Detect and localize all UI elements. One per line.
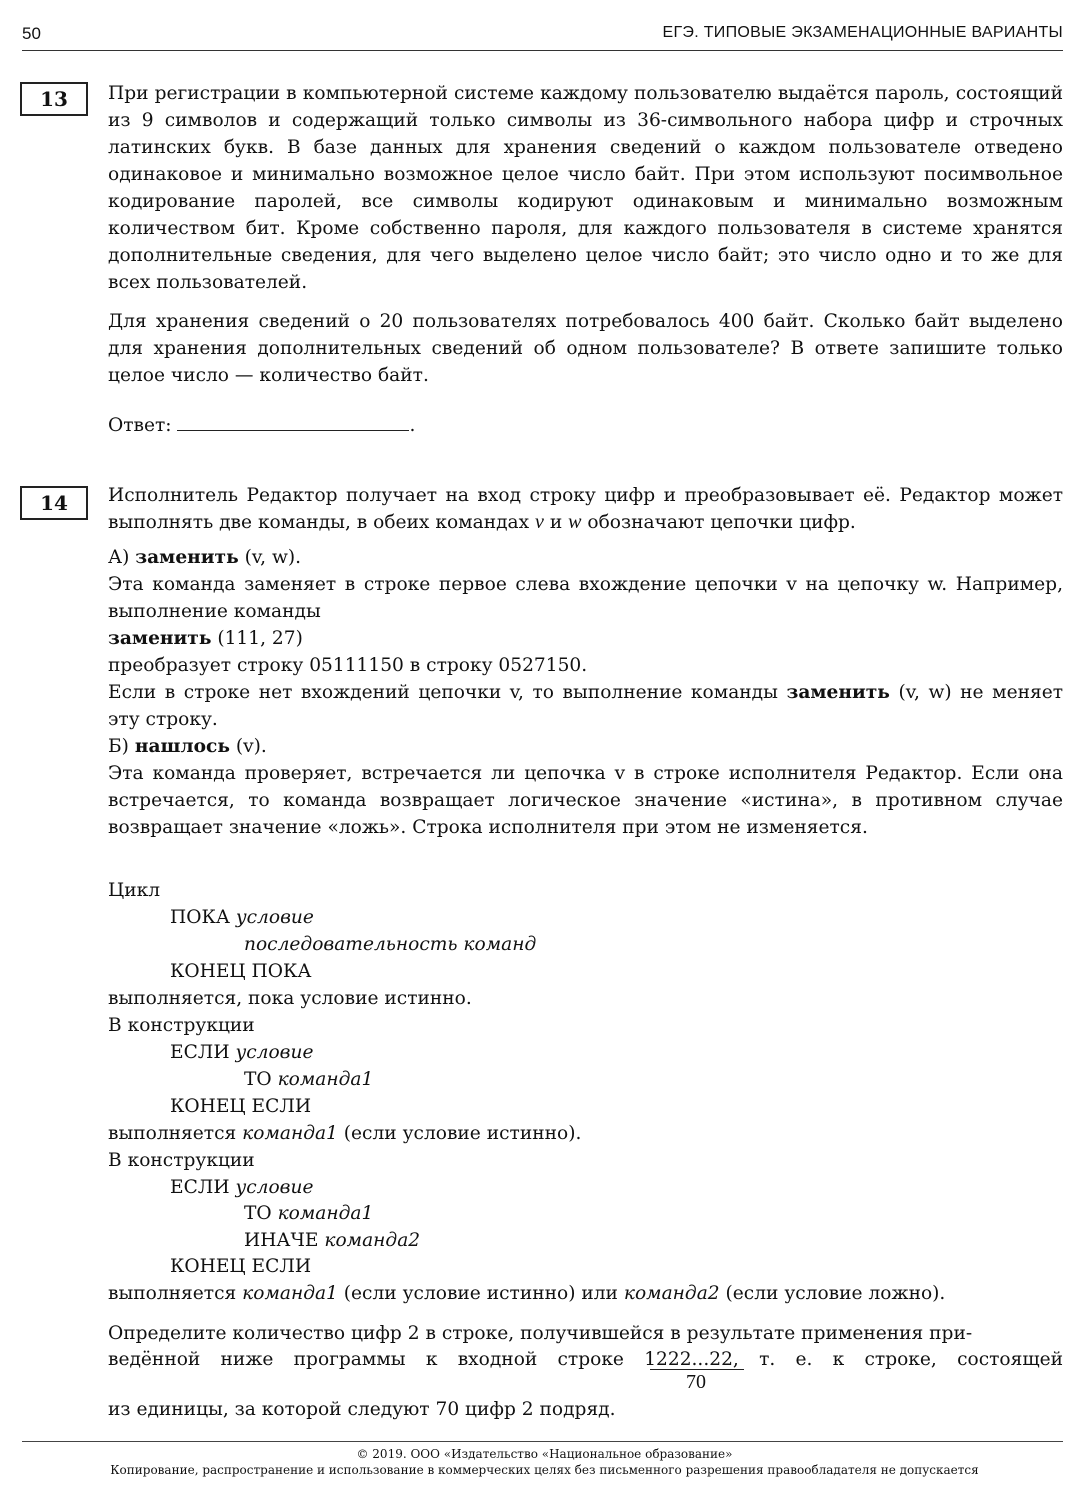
cmd-a-name: заменить bbox=[135, 547, 239, 568]
endif-line: КОНЕЦ ЕСЛИ bbox=[170, 1096, 312, 1117]
endif2-line: КОНЕЦ ЕСЛИ bbox=[170, 1256, 312, 1277]
cmd-b-args: (v). bbox=[229, 736, 267, 757]
construct-1-note bbox=[108, 1120, 581, 1147]
if-none-text-b: (v, w) не меняет эту строку. bbox=[108, 682, 1063, 730]
while-line bbox=[170, 904, 314, 931]
question-text-b: , т. е. к строке, состоящей bbox=[732, 1349, 1063, 1370]
task-13-paragraph-1: При регистрации в компьютерной системе каждому пользователю выдаётся пароль, состоящий из 9 символов и содержащий только символы из 36-символьного набора цифр и строчных латинских букв. В базе данных для хранения сведений о каждом пользователе отведено одинаковое и минимально возможное целое число байт. При этом используют посимвольное кодирование паролей, все символы кодируют одинаковым и минимально возможным количеством бит. Кроме собственно пароля, для каждого пользователя в системе хранятся дополнительные сведения, для чего выделено целое число байт; это число одно и то же для всех пользователей. bbox=[108, 83, 1063, 293]
answer-label: Ответ: bbox=[108, 415, 172, 436]
while-keyword: ПОКА bbox=[170, 907, 236, 928]
question-line-2 bbox=[108, 1346, 1063, 1373]
note-2-text-c: (если условие ложно). bbox=[719, 1283, 946, 1304]
construct-2-note bbox=[108, 1280, 945, 1307]
else-keyword: ИНАЧЕ bbox=[244, 1230, 325, 1251]
task-13-number-box bbox=[20, 82, 88, 116]
underbrace-count: 70 bbox=[686, 1371, 706, 1393]
running-title: ЕГЭ. ТИПОВЫЕ ЭКЗАМЕНАЦИОННЫЕ ВАРИАНТЫ bbox=[662, 24, 1063, 41]
question-string-twos: 222...22 bbox=[656, 1349, 733, 1370]
while-end: КОНЕЦ ПОКА bbox=[170, 961, 312, 982]
command-b-heading bbox=[108, 733, 267, 760]
header-rule bbox=[22, 50, 1063, 51]
note-1-text-b: (если условие истинно). bbox=[337, 1123, 582, 1144]
note-2-text-a: выполняется bbox=[108, 1283, 243, 1304]
intro-text-a: Исполнитель Редактор получает на вход строку цифр и преобразовывает её. Редактор может выполнять две команды, в обеих командах bbox=[108, 485, 1063, 533]
note-1-command: команда1 bbox=[242, 1123, 338, 1144]
command-b-description: Эта команда проверяет, встречается ли цепочка v в строке исполнителя Редактор. Если она встречается, то команда возвращает логическое значение «истина», в противном случае возвращает значение «ложь». Строка исполнителя при этом не изменяется. bbox=[108, 763, 1063, 838]
example-command-args: (111, 27) bbox=[211, 628, 303, 649]
while-body: последовательность команд bbox=[244, 934, 537, 955]
footer-rule bbox=[22, 1441, 1063, 1442]
task-14-intro bbox=[108, 482, 1063, 536]
intro-text-b: обозначают цепочки цифр. bbox=[581, 512, 856, 533]
intro-text-mid: и bbox=[543, 512, 569, 533]
then-line bbox=[244, 1066, 373, 1093]
task-13-paragraph-2: Для хранения сведений о 20 пользователях потребовалось 400 байт. Сколько байт выделено для хранения дополнительных сведений об одном пользователе? В ответе запишите только целое число — количество байт. bbox=[108, 311, 1063, 386]
task-14-number: 14 bbox=[40, 491, 68, 515]
command-a-heading bbox=[108, 544, 301, 571]
if-none-cmd: заменить bbox=[786, 682, 890, 703]
page-number: 50 bbox=[22, 24, 41, 43]
while-note: выполняется, пока условие истинно. bbox=[108, 988, 472, 1009]
task-14-number-box bbox=[20, 486, 88, 520]
construct-1-label: В конструкции bbox=[108, 1015, 255, 1036]
intro-var-v: v bbox=[535, 511, 544, 533]
page-header bbox=[22, 20, 1063, 50]
underbrace bbox=[650, 1369, 744, 1370]
task-13-number: 13 bbox=[40, 87, 68, 111]
answer-end: . bbox=[409, 415, 416, 436]
footer-copyright: © 2019. ООО «Издательство «Национальное образование» bbox=[356, 1447, 733, 1461]
note-2-command-1: команда1 bbox=[242, 1283, 338, 1304]
then-keyword: ТО bbox=[244, 1069, 278, 1090]
else-line bbox=[244, 1227, 420, 1254]
example-command-name: заменить bbox=[108, 628, 212, 649]
example-command bbox=[108, 625, 303, 652]
then-command: команда1 bbox=[277, 1069, 374, 1090]
intro-var-w: w bbox=[568, 511, 582, 533]
task-13-answer-row bbox=[108, 412, 415, 439]
then2-keyword: ТО bbox=[244, 1203, 278, 1224]
then2-line bbox=[244, 1200, 373, 1227]
command-a-description: Эта команда заменяет в строке первое слева вхождение цепочки v на цепочку w. Например, выполнение команды bbox=[108, 574, 1063, 622]
then2-command: команда1 bbox=[277, 1203, 374, 1224]
if-keyword: ЕСЛИ bbox=[170, 1042, 236, 1063]
construct-2-label: В конструкции bbox=[108, 1150, 255, 1171]
cmd-a-args: (v, w). bbox=[238, 547, 302, 568]
answer-blank[interactable] bbox=[177, 412, 409, 431]
if-line bbox=[170, 1039, 314, 1066]
else-command: команда2 bbox=[324, 1230, 421, 1251]
if-condition: условие bbox=[235, 1042, 314, 1063]
cmd-b-prefix: Б) bbox=[108, 736, 135, 757]
note-1-text-a: выполняется bbox=[108, 1123, 243, 1144]
if2-keyword: ЕСЛИ bbox=[170, 1177, 236, 1198]
while-condition: условие bbox=[235, 907, 314, 928]
example-result: преобразует строку 05111150 в строку 0527150. bbox=[108, 655, 588, 676]
note-2-command-2: команда2 bbox=[623, 1283, 720, 1304]
if2-line bbox=[170, 1174, 314, 1201]
question-text-a: ведённой ниже программы к входной строке bbox=[108, 1349, 645, 1370]
question-string-leading-1: 1 bbox=[644, 1349, 657, 1370]
question-line-1: Определите количество цифр 2 в строке, получившейся в результате применения при- bbox=[108, 1323, 973, 1344]
if2-condition: условие bbox=[235, 1177, 314, 1198]
if-none-text-a: Если в строке нет вхождений цепочки v, то выполнение команды bbox=[108, 682, 787, 703]
cmd-b-name: нашлось bbox=[134, 736, 230, 757]
if-none-note bbox=[108, 679, 1063, 733]
cmd-a-prefix: А) bbox=[108, 547, 136, 568]
cycle-label: Цикл bbox=[108, 880, 161, 901]
question-line-3: из единицы, за которой следуют 70 цифр 2 подряд. bbox=[108, 1399, 616, 1420]
note-2-text-b: (если условие истинно) или bbox=[337, 1283, 624, 1304]
footer-notice: Копирование, распространение и использование в коммерческих целях без письменного разрешения правообладателя не допускается bbox=[110, 1463, 979, 1477]
